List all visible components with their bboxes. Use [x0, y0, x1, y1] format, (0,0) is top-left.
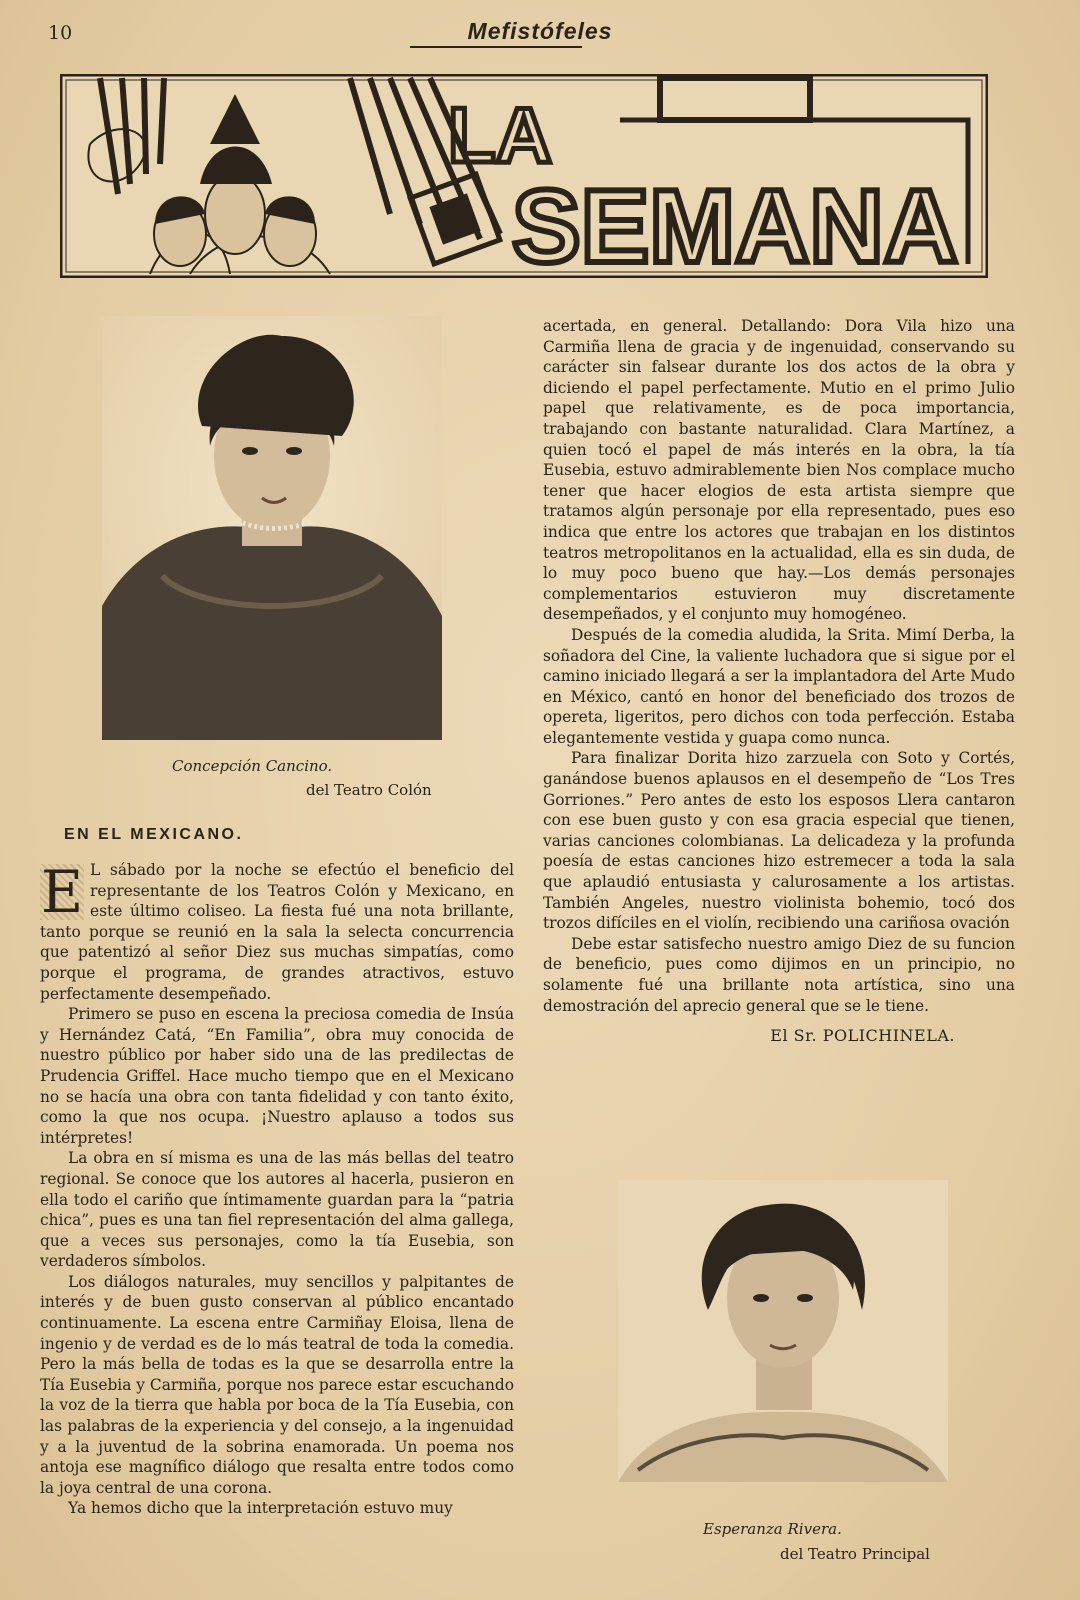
paragraph-text: sábado por la noche se efectúo el beneficio del representante de los Teatros Colón y Mexicano, en este último coliseo. La fiesta fué una nota brillante, tanto porque se reunió en la sala la selecta concurrencia que patentizó al señor Diez sus muchas simpatías, como porque el programa, de grandes atractivos, estuvo perfectamente desempeñado. — [40, 861, 514, 1003]
photo-2-caption-name: Esperanza Rivera. — [703, 1520, 842, 1538]
page-number: 10 — [48, 22, 73, 44]
photo-1-caption-theatre: del Teatro Colón — [306, 781, 432, 799]
article-left-column — [40, 860, 514, 1519]
dropcap-letter: E — [40, 858, 84, 926]
title-underline — [410, 46, 582, 48]
article-paragraph-5: Ya hemos dicho que la interpretación estuvo muy — [68, 1499, 453, 1518]
masthead-illustration — [60, 74, 988, 278]
portrait-photo-2 — [618, 1180, 948, 1482]
article-paragraph-2: Primero se puso en escena la preciosa comedia de Insúa y Hernández Catá, “En Familia”, obra muy conocida de nuestro público por haber sido una de las predilectas de Prudencia Griffel. Hace mucho tiempo que en el Mexicano no se hacía una obra con tanta fidelidad y con tanto éxito, como la que nos ocupa. ¡Nuestro aplauso a todos sus intérpretes! — [40, 1005, 514, 1147]
first-word-rest: L — [90, 861, 101, 879]
article-paragraph-9: Debe estar satisfecho nuestro amigo Diez de su funcion de beneficio, pues como dijimos en un principio, no solamente fué una brillante nota artística, sino una demostración del aprecio general que se le tiene. — [543, 934, 1015, 1015]
masthead-banner — [60, 74, 988, 278]
masthead-title-bottom: SEMANA — [512, 169, 958, 278]
photo-1-caption-name: Concepción Cancino. — [172, 757, 333, 775]
article-paragraph-6: acertada, en general. Detallando: Dora Vila hizo una Carmiña llena de gracia y de ingenuidad, conservando su carácter sin falsear durante los dos actos de la obra y diciendo el papel perfectamente. Mutio en el primo Julio papel que relativamente, es de poca importancia, trabajando con bastante naturalidad. Clara Martínez, a quien tocó el papel de más interés en la obra, la tía Eusebia, estuvo admirablemente bien Nos complace mucho tener que hacer elogios de esta artista siempre que tratamos algún personaje por ella representado, pues eso indica que entre los actores que trabajan en los distintos teatros metropolitanos en la actualidad, ella es sin duda, de lo muy poco bueno que hay.—Los demás personajes complementarios estuvieron muy discretamente desempeñados, y el conjunto muy homogéneo. — [543, 317, 1015, 624]
photo-2-caption-theatre: del Teatro Principal — [780, 1545, 930, 1563]
masthead-title-top: LA — [448, 91, 552, 179]
article-paragraph-1 — [40, 860, 514, 1004]
article-right-column — [543, 316, 1015, 1047]
portrait-photo-1 — [102, 316, 442, 740]
article-paragraph-3: La obra en sí misma es una de las más bellas del teatro regional. Se conoce que los autores al hacerla, pusieron en ella todo el cariño que íntimamente guardan para la “patria chica”, pues es una tan fiel representación del alma gallega, que a veces sus personajes, como la tía Eusebia, son verdaderos símbolos. — [40, 1149, 514, 1271]
author-signature: El Sr. POLICHINELA. — [770, 1026, 955, 1046]
article-paragraph-7: Después de la comedia aludida, la Srita. Mimí Derba, la soñadora del Cine, la valiente luchadora que si sigue por el camino iniciado llegará a ser la implantadora del Arte Mudo en México, cantó en honor del beneficiado dos trozos de opereta, ligeritos, pero dichos con toda perfección. Estaba elegantemente vestida y guapa como nunca. — [543, 625, 1015, 747]
article-paragraph-8: Para finalizar Dorita hizo zarzuela con Soto y Cortés, ganándose buenos aplausos en el desempeño de “Los Tres Gorriones.” Pero antes de esto los esposos Llera cantaron con ese buen gusto y con esa gracia especial que tienen, varias canciones colombianas. La delicadeza y la profunda poesía de estas canciones hizo estremecer a toda la sala que aplaudió entusiasta y calurosamente a los artistas. También Angeles, nuestro violinista bohemio, tocó dos trozos difíciles en el violín, recibiendo una cariñosa ovación — [543, 749, 1015, 933]
magazine-title: Mefistófeles — [467, 18, 613, 44]
article-paragraph-4: Los diálogos naturales, muy sencillos y palpitantes de interés y de buen gusto conservan al público encantado continuamente. La escena entre Carmiñay Eloisa, llena de ingenio y de verdad es de lo más teatral de toda la comedia. Pero la más bella de todas es la que se desarrolla entre la Tía Eusebia y Carmiña, porque nos parece estar escuchando la voz de la tierra que habla por boca de la Tía Eusebia, con las palabras de la experiencia y del consejo, a la ingenuidad y a la juventud de la sobrina enamorada. Un poema nos antoja ese magnífico diálogo que resalta entre todos como la joya central de una corona. — [40, 1272, 514, 1497]
section-heading: EN EL MEXICANO. — [64, 826, 244, 843]
